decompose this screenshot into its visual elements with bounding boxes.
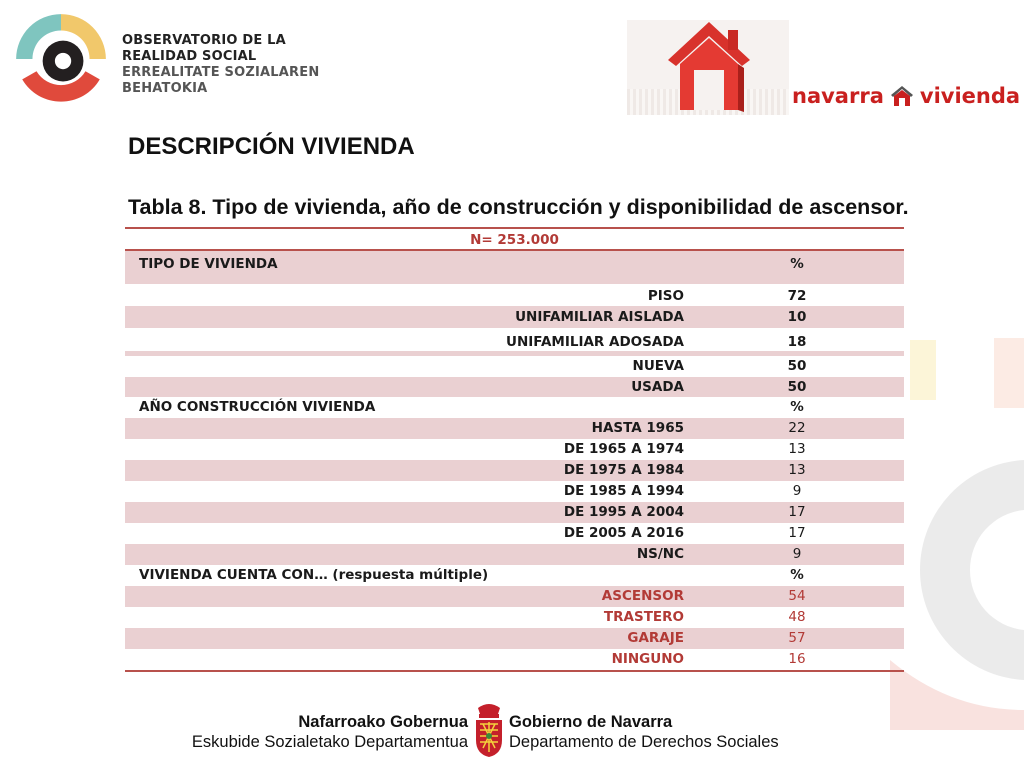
table-row bbox=[125, 607, 904, 628]
table-row bbox=[125, 502, 904, 523]
row-label: USADA bbox=[631, 379, 684, 395]
table-row bbox=[125, 439, 904, 460]
table-row bbox=[125, 418, 904, 439]
brand-word-navarra: navarra bbox=[792, 84, 884, 108]
table-section-header bbox=[125, 565, 904, 586]
table-section-header bbox=[125, 251, 904, 284]
row-label: DE 1985 A 1994 bbox=[563, 483, 684, 499]
row-value: 9 bbox=[792, 546, 802, 562]
table-row bbox=[125, 481, 904, 502]
row-value: 17 bbox=[788, 504, 806, 520]
row-value: 57 bbox=[788, 630, 806, 646]
section-label: AÑO CONSTRUCCIÓN VIVIENDA bbox=[139, 399, 376, 415]
row-value: 17 bbox=[788, 525, 806, 541]
background-decoration bbox=[890, 330, 1024, 730]
row-value: 72 bbox=[787, 288, 807, 304]
row-label: HASTA 1965 bbox=[591, 420, 684, 436]
row-value: 22 bbox=[788, 420, 806, 436]
observatorio-line1: OBSERVATORIO DE LA bbox=[122, 33, 286, 48]
row-value: 10 bbox=[787, 309, 807, 325]
section-label: TIPO DE VIVIENDA bbox=[139, 256, 278, 272]
section-unit: % bbox=[790, 567, 804, 583]
footer-left-line2: Eskubide Sozialetako Departamentua bbox=[191, 733, 468, 751]
footer bbox=[0, 700, 1024, 768]
row-label: DE 1975 A 1984 bbox=[563, 462, 684, 478]
row-label: ASCENSOR bbox=[601, 588, 684, 604]
observatorio-line2: REALIDAD SOCIAL bbox=[122, 49, 257, 64]
red-house-icon bbox=[664, 20, 754, 112]
row-label: NINGUNO bbox=[611, 651, 684, 667]
table-row bbox=[125, 460, 904, 481]
row-label: DE 1965 A 1974 bbox=[563, 441, 684, 457]
brand-house-icon bbox=[890, 85, 914, 107]
table-row bbox=[125, 377, 904, 397]
row-label: GARAJE bbox=[627, 630, 684, 646]
table-row bbox=[125, 586, 904, 607]
observatorio-line3: ERREALITATE SOZIALAREN bbox=[122, 65, 320, 80]
row-label: DE 1995 A 2004 bbox=[563, 504, 684, 520]
section-unit: % bbox=[790, 399, 804, 415]
table-row bbox=[125, 523, 904, 544]
row-label: UNIFAMILIAR ADOSADA bbox=[506, 334, 684, 350]
observatorio-line4: BEHATOKIA bbox=[122, 81, 208, 96]
observatorio-text bbox=[122, 33, 319, 97]
footer-basque bbox=[192, 712, 468, 752]
table-row bbox=[125, 544, 904, 565]
table-row bbox=[125, 628, 904, 649]
brand-word-vivienda: vivienda bbox=[919, 84, 1021, 108]
row-value: 50 bbox=[787, 379, 807, 395]
table-row bbox=[125, 649, 904, 670]
navarra-vivienda-brand bbox=[792, 84, 1020, 108]
row-label: PISO bbox=[647, 288, 684, 304]
page-title: DESCRIPCIÓN VIVIENDA bbox=[128, 133, 415, 160]
row-value: 9 bbox=[792, 483, 802, 499]
row-value: 48 bbox=[788, 609, 806, 625]
table-caption: Tabla 8. Tipo de vivienda, año de construcción y disponibilidad de ascensor. bbox=[128, 195, 909, 219]
section-unit: % bbox=[790, 256, 804, 272]
footer-left-line1: Nafarroako Gobernua bbox=[298, 713, 468, 731]
footer-spanish bbox=[509, 712, 779, 752]
row-value: 16 bbox=[788, 651, 806, 667]
table-row bbox=[125, 306, 904, 328]
row-label: NS/NC bbox=[636, 546, 684, 562]
row-label: DE 2005 A 2016 bbox=[563, 525, 684, 541]
house-image bbox=[627, 20, 789, 115]
footer-right-line1: Gobierno de Navarra bbox=[509, 713, 673, 731]
row-label: NUEVA bbox=[632, 358, 684, 374]
navarra-coat-of-arms-icon bbox=[472, 700, 506, 758]
row-label: TRASTERO bbox=[603, 609, 684, 625]
row-value: 54 bbox=[788, 588, 806, 604]
row-label: UNIFAMILIAR AISLADA bbox=[515, 309, 684, 325]
sample-size: N= 253.000 bbox=[125, 229, 904, 251]
section-label: VIVIENDA CUENTA CON… (respuesta múltiple) bbox=[139, 567, 489, 583]
row-value: 18 bbox=[787, 334, 807, 350]
table-row bbox=[125, 284, 904, 306]
row-value: 13 bbox=[788, 441, 806, 457]
row-value: 50 bbox=[787, 358, 807, 374]
table-row bbox=[125, 356, 904, 377]
observatorio-logo-icon bbox=[10, 8, 112, 110]
table-section-header bbox=[125, 397, 904, 418]
row-value: 13 bbox=[788, 462, 806, 478]
table-row bbox=[125, 328, 904, 356]
footer-right-line2: Departamento de Derechos Sociales bbox=[509, 733, 779, 751]
vivienda-table bbox=[125, 227, 904, 672]
